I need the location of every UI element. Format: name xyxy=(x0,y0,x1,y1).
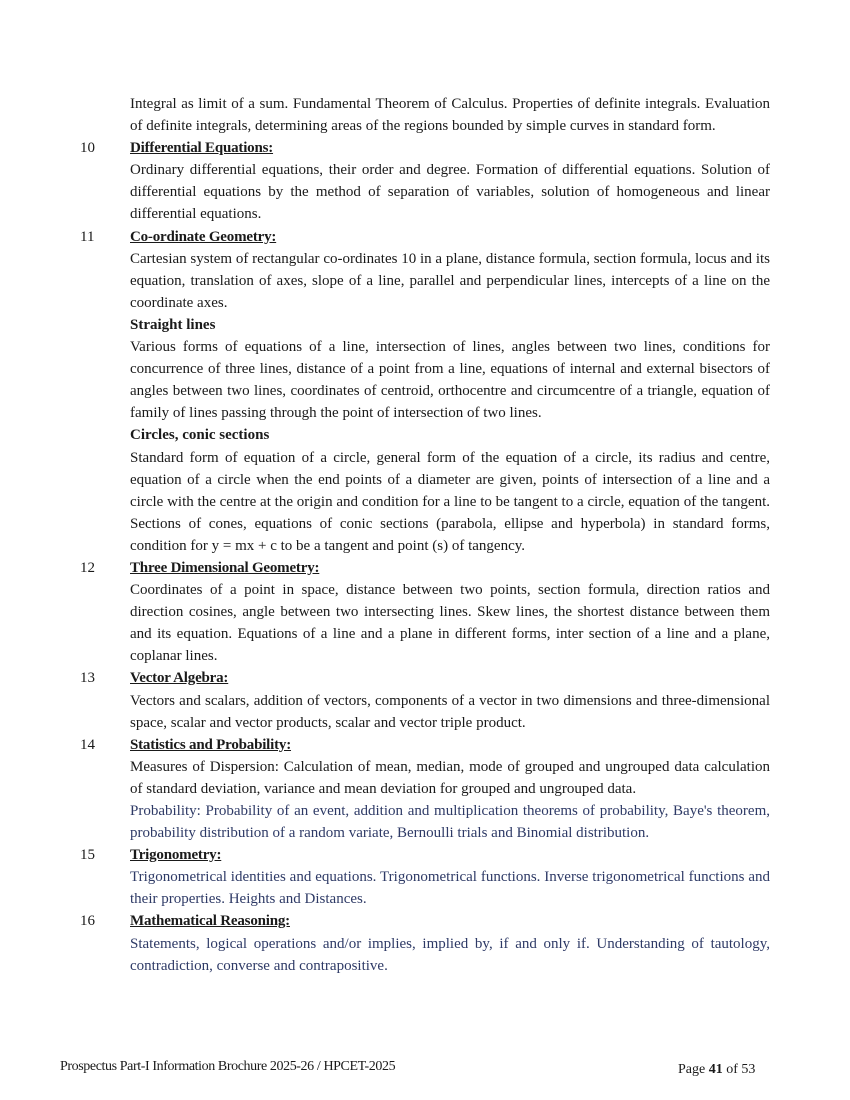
page-current: 41 xyxy=(708,1062,723,1077)
topic-title: Vector Algebra: xyxy=(130,670,229,687)
footer-document-title: Prospectus Part-I Information Brochure 2025-26 / HPCET-2025 xyxy=(60,1059,396,1074)
topic-body: Trigonometrical identities and equations. Trigonometrical functions. Inverse trigonometrical functions and their properties. Heights and Distances. xyxy=(130,869,770,908)
topic-body: Cartesian system of rectangular co-ordinates 10 in a plane, distance formula, section formula, locus and its equation, translation of axes, slope of a line, parallel and perpendicular lines, intercepts of a line on the coordinate axes. xyxy=(130,250,770,311)
topic-body: Statements, logical operations and/or implies, implied by, if and only if. Understanding of tautology, contradiction, converse and contrapositive. xyxy=(130,935,770,974)
topic-number: 13 xyxy=(80,670,95,687)
topic-title: Three Dimensional Geometry: xyxy=(130,559,320,576)
topic-number: 16 xyxy=(80,913,95,930)
topic-11 xyxy=(80,226,770,557)
topic-number: 14 xyxy=(80,736,95,753)
intro-paragraph: Integral as limit of a sum. Fundamental Theorem of Calculus. Properties of definite integrals. Evaluation of definite integrals, determining areas of the regions bounded by simple curves in standard form. xyxy=(130,96,770,135)
subheading-straight-lines: Straight lines xyxy=(130,316,216,333)
topic-body: Coordinates of a point in space, distance between two points, section formula, direction ratios and direction cosines, angle between two intersecting lines. Skew lines, the shortest distance between them and its equation. Equations of a line and a plane in different forms, inter section of a line and a plane, coplanar lines. xyxy=(130,582,770,665)
page-label: Page xyxy=(678,1062,706,1077)
page-total: 53 xyxy=(741,1062,756,1077)
topic-title: Differential Equations: xyxy=(130,140,274,157)
document-body xyxy=(80,93,770,977)
topic-title: Statistics and Probability: xyxy=(130,736,292,753)
topic-body: Measures of Dispersion: Calculation of mean, median, mode of grouped and ungrouped data calculation of standard deviation, variance and mean deviation for grouped and ungrouped data. xyxy=(130,758,770,797)
topic-body: Vectors and scalars, addition of vectors, components of a vector in two dimensions and three-dimensional space, scalar and vector products, scalar and vector triple product. xyxy=(130,692,770,731)
topic-title: Trigonometry: xyxy=(130,847,222,864)
topic-number: 12 xyxy=(80,559,95,576)
topic-number: 15 xyxy=(80,847,95,864)
topic-15 xyxy=(80,844,770,910)
subtopic-body: Various forms of equations of a line, intersection of lines, angles between two lines, conditions for concurrence of three lines, distance of a point from a line, equations of internal and external bisectors of angles between two lines, coordinates of centroid, orthocentre and circumcentre of a triangle, equation of family of lines passing through the point of intersection of two lines. xyxy=(130,339,770,422)
topic-10 xyxy=(80,137,770,225)
subtopic-body: Standard form of equation of a circle, general form of the equation of a circle, its radius and centre, equation of a circle when the end points of a diameter are given, points of intersection of a line and a circle with the centre at the origin and condition for a line to be tangent to a circle, equation of the tangent. Sections of cones, equations of conic sections (parabola, ellipse and hyperbola) in standard forms, condition for y = mx + c to be a tangent and point (s) of tangency. xyxy=(130,449,770,554)
topic-number: 10 xyxy=(80,140,95,157)
topic-body-probability: Probability: Probability of an event, addition and multiplication theorems of probability, Baye's theorem, probability distribution of a random variate, Bernoulli trials and Binomial distribution. xyxy=(130,803,770,842)
topic-16 xyxy=(80,910,770,976)
subheading-circles-conics: Circles, conic sections xyxy=(130,427,270,444)
topic-12 xyxy=(80,557,770,667)
topic-13 xyxy=(80,667,770,733)
topic-number: 11 xyxy=(80,228,95,245)
topic-title: Mathematical Reasoning: xyxy=(130,913,290,930)
topic-title: Co-ordinate Geometry: xyxy=(130,228,277,245)
footer-page-number xyxy=(678,1062,755,1078)
topic-body: Ordinary differential equations, their order and degree. Formation of differential equations. Solution of differential equations by the method of separation of variables, solution of homogeneous and linear differential equations. xyxy=(130,162,770,223)
page-of: of xyxy=(726,1062,738,1077)
topic-14 xyxy=(80,734,770,844)
